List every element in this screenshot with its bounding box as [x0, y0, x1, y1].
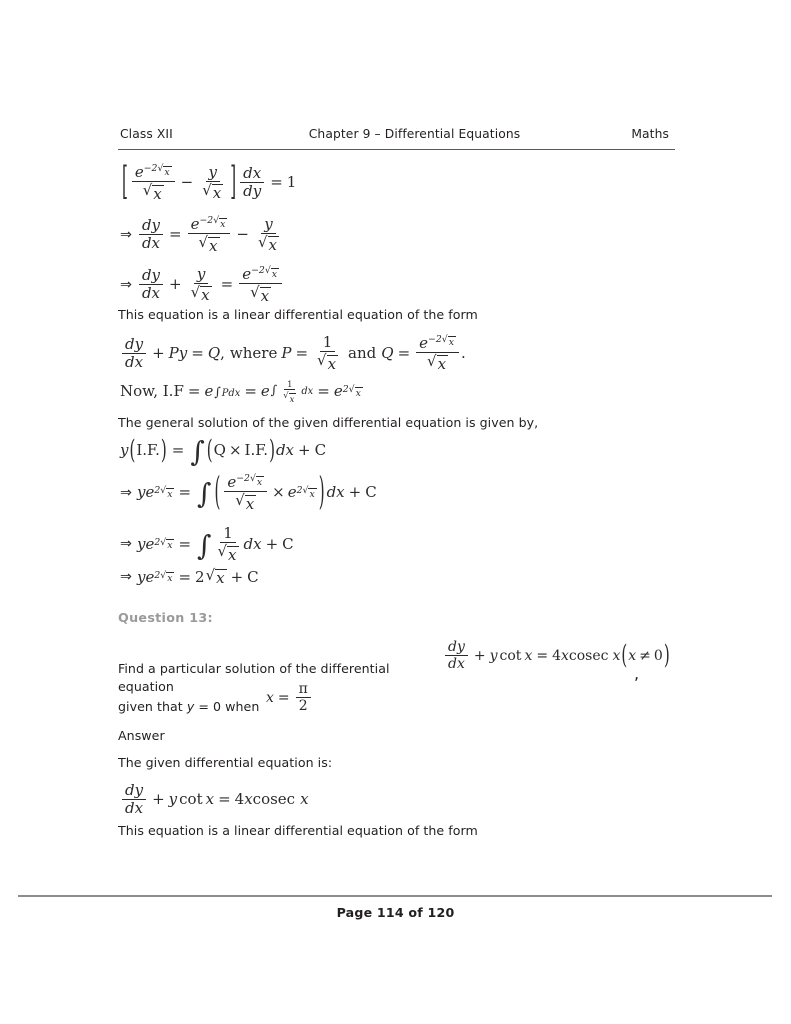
- text-general-solution: The general solution of the given differential equation is given by,: [118, 415, 539, 430]
- equation-general-solution-template: y ( I.F. ) = ∫ ( Q × I.F. ) dx + C: [120, 433, 327, 468]
- equation-integrating-factor: Now, I.F = e ∫Pdx = e ∫ 1 √ x dx = e 2 √ x: [120, 379, 361, 404]
- equation-final-general-solution: ⇒ y e 2 √ x = 2 √ x + C: [120, 565, 259, 588]
- text-linear-form-1: This equation is a linear differential equation of the form: [118, 307, 478, 322]
- equation-simplified-integral: ⇒ y e 2 √ x = ∫ 1 √ x dx + C: [120, 524, 294, 564]
- text-given-de-is: The given differential equation is:: [118, 755, 333, 770]
- text-find-particular-solution: Find a particular solution of the differential equation: [118, 661, 390, 695]
- equation-dydx-equals: ⇒ $\frac{dy}{dx}$ = $e^{-2 √ x}$ √ x − y √ x: [120, 214, 278, 255]
- equation-standard-form-pq: $\frac{dy}{dx}$ + P y = Q , where P = 1 √ x and Q = $e^{-2 √ x}$ √ x .: [120, 334, 466, 372]
- question-13-heading: Question 13:: [118, 610, 213, 625]
- given-y-variable: y: [186, 699, 195, 714]
- equation-bracket-dxdy: [ $e^{-2 √ x}$ √ x − y √ x ] $\frac{dx}{dy}$ = 1: [122, 158, 297, 205]
- footer-divider: [18, 895, 772, 897]
- header-chapter-title: Chapter 9 – Differential Equations: [308, 127, 521, 141]
- equation-substituted-integral: ⇒ y e 2 √ x = ∫ ( $e^{-2 √ x}$ √ x × e 2 √ x ) dx + C: [120, 468, 377, 515]
- equation-linear-standard: ⇒ $\frac{dy}{dx}$ + y √ x = $e^{-2 √ x}$ √ x: [120, 266, 284, 304]
- page-header: [118, 127, 675, 150]
- equation-answer-de: $\frac{dy}{dx}$ + y cot x = 4 x cosec x: [120, 780, 309, 816]
- equation-initial-condition: x = $\frac{\pi}{2}$: [266, 682, 313, 713]
- given-equals-zero-when: = 0 when: [198, 699, 260, 714]
- header-class-label: Class XII: [120, 127, 173, 141]
- header-subject-label: Maths: [631, 127, 669, 141]
- answer-heading: Answer: [118, 728, 165, 743]
- text-linear-form-2: This equation is a linear differential equation of the form: [118, 823, 478, 838]
- implies-arrow: ⇒: [120, 226, 132, 243]
- footer-page-number: Page 114 of 120: [336, 905, 455, 920]
- text-given-condition: [118, 698, 268, 716]
- implies-arrow: ⇒: [120, 276, 132, 293]
- trailing-comma: ,: [634, 664, 640, 683]
- equation-question13-de: $\frac{dy}{dx}$ + y cot x = 4 x cosec x ( x ≠ 0 ): [443, 636, 671, 671]
- now-if-label: Now, I.F: [120, 382, 184, 401]
- given-that-label: given that: [118, 699, 183, 714]
